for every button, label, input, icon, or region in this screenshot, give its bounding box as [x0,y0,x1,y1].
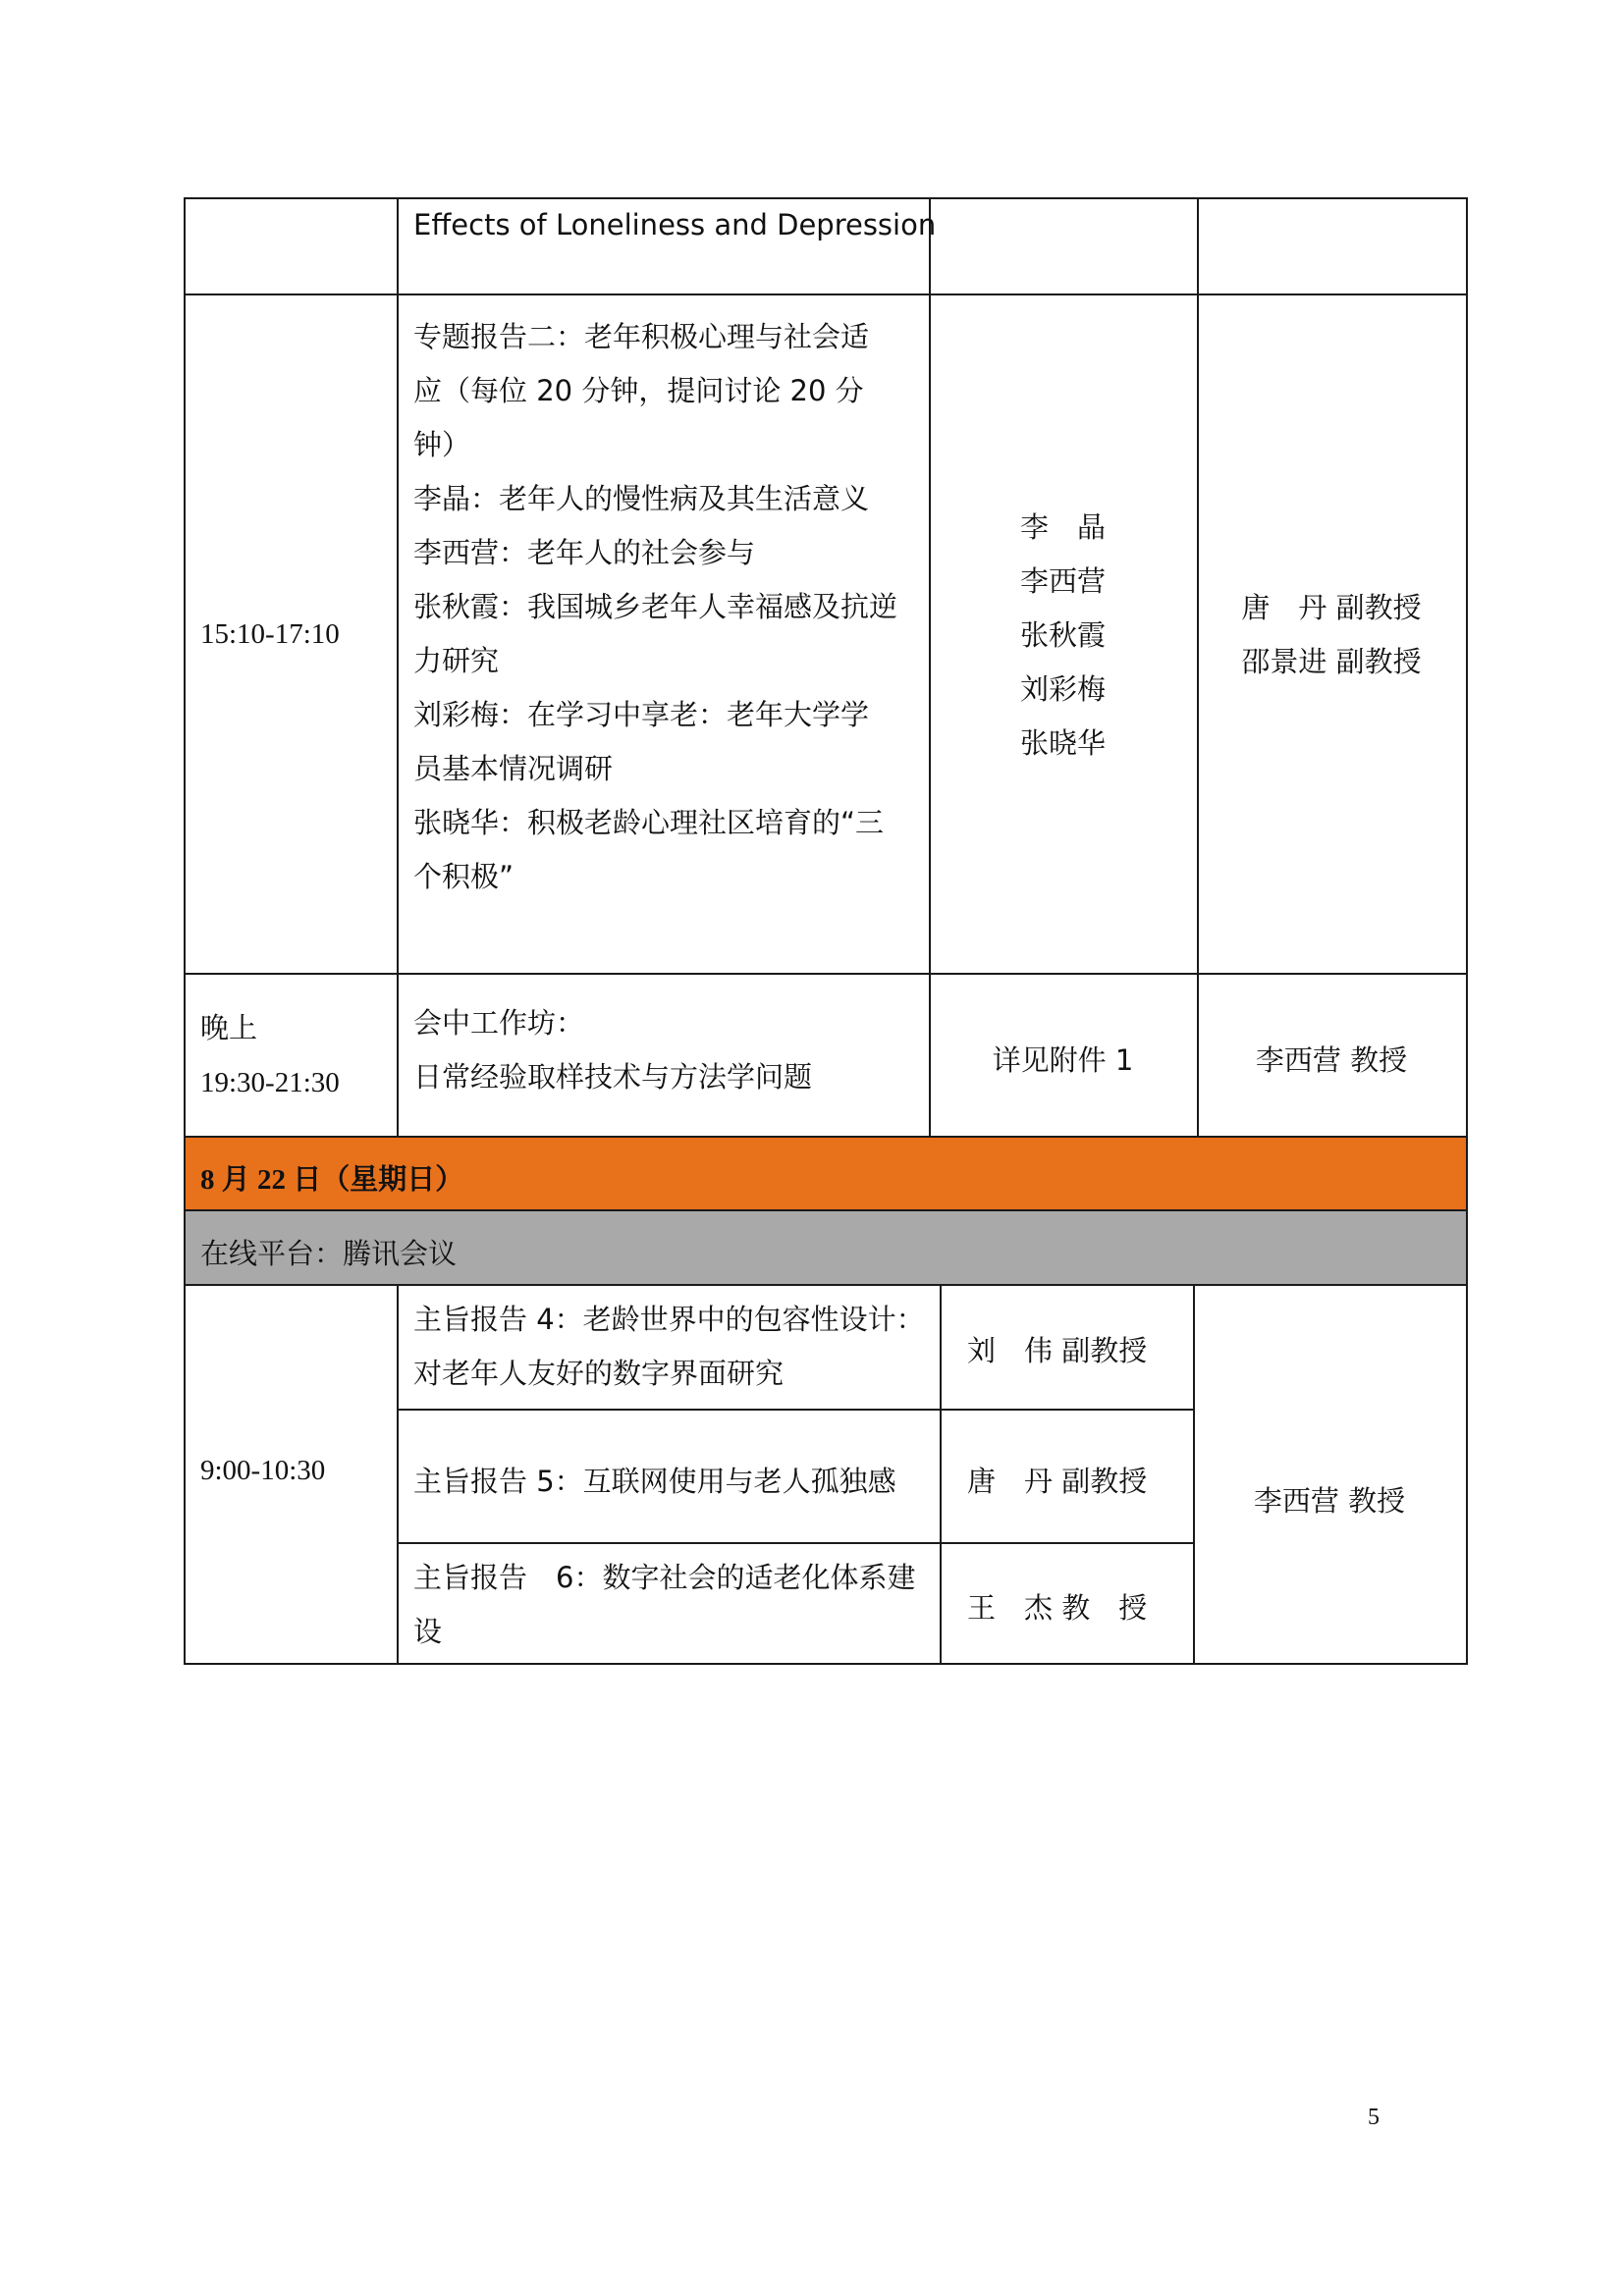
speaker-name: 张秋霞 [1019,618,1106,652]
time-label: 晚上 [200,1013,258,1044]
morning-chair: 李西营 教授 [1253,1484,1406,1518]
chair-list [1197,581,1466,689]
topic-line: 专题报告二：老年积极心理与社会适 [413,320,870,353]
chair-name: 邵景进 副教授 [1241,645,1422,678]
date-heading: 8 月 22 日（星期日） [200,1164,464,1196]
topic-line: 应（每位 20 分钟，提问讨论 20 分 [413,374,864,407]
topic-line: 个积极” [413,860,514,893]
subrow-divider-2 [397,1542,1193,1544]
border-left [184,197,186,1665]
topic-line: 刘彩梅：在学习中享老：老年大学学 [413,698,870,731]
keynote-6-speaker: 王 杰 教 授 [967,1591,1148,1625]
col-divider-3b [1193,1285,1195,1665]
evening-time [200,1002,340,1110]
keynote-5-speaker: 唐 丹 副教授 [967,1465,1148,1498]
speaker-name: 刘彩梅 [1019,672,1106,706]
session-time: 15:10-17:10 [200,618,340,650]
speaker-list [929,501,1197,771]
col-divider-2b [940,1285,942,1665]
row-divider-4 [184,1209,1468,1211]
subrow-divider-1 [397,1409,1193,1411]
page-number: 5 [1368,2105,1380,2130]
topic-line: 对老年人友好的数字界面研究 [413,1357,785,1390]
topic-line: 设 [413,1615,443,1648]
session-topics [413,310,897,904]
topic-line: 李晶：老年人的慢性病及其生活意义 [413,482,870,515]
keynote-6 [413,1551,915,1659]
time-range: 19:30-21:30 [200,1067,340,1098]
topic-line: 钟） [413,428,471,461]
workshop-chair: 李西营 教授 [1255,1043,1408,1077]
keynote-5: 主旨报告 5：互联网使用与老人孤独感 [413,1465,896,1498]
topic-line: 员基本情况调研 [413,752,614,785]
topic-line: 会中工作坊： [413,1006,585,1040]
topic-title: Effects of Loneliness and Depression [413,208,937,241]
keynote-4-speaker: 刘 伟 副教授 [967,1334,1148,1367]
border-top [184,197,1468,199]
morning-time: 9:00-10:30 [200,1455,326,1486]
keynote-4 [413,1293,925,1401]
topic-line: 主旨报告 4：老龄世界中的包容性设计： [413,1303,925,1336]
chair-name: 唐 丹 副教授 [1241,591,1422,624]
border-bottom [184,1663,1468,1665]
topic-line: 主旨报告 6：数字社会的适老化体系建 [413,1561,916,1594]
topic-line: 李西营：老年人的社会参与 [413,536,756,569]
workshop-speaker: 详见附件 1 [992,1043,1134,1077]
topic-line: 张晓华：积极老龄心理社区培育的“三 [413,806,885,839]
col-divider-1b [397,1285,399,1665]
row-divider-1 [184,294,1468,295]
speaker-name: 李西营 [1019,564,1106,598]
topic-line: 张秋霞：我国城乡老年人幸福感及抗逆 [413,590,898,623]
row-divider-5 [184,1284,1468,1286]
row-divider-3 [184,1136,1468,1138]
speaker-name: 张晓华 [1019,726,1106,760]
col-divider-1 [397,197,399,1137]
platform-label: 在线平台：腾讯会议 [200,1237,458,1270]
topic-line: 日常经验取样技术与方法学问题 [413,1060,813,1094]
border-right [1466,197,1468,1665]
speaker-name: 李 晶 [1019,510,1106,544]
workshop-topic [413,996,812,1104]
topic-line: 力研究 [413,644,500,677]
row-divider-2 [184,973,1468,975]
